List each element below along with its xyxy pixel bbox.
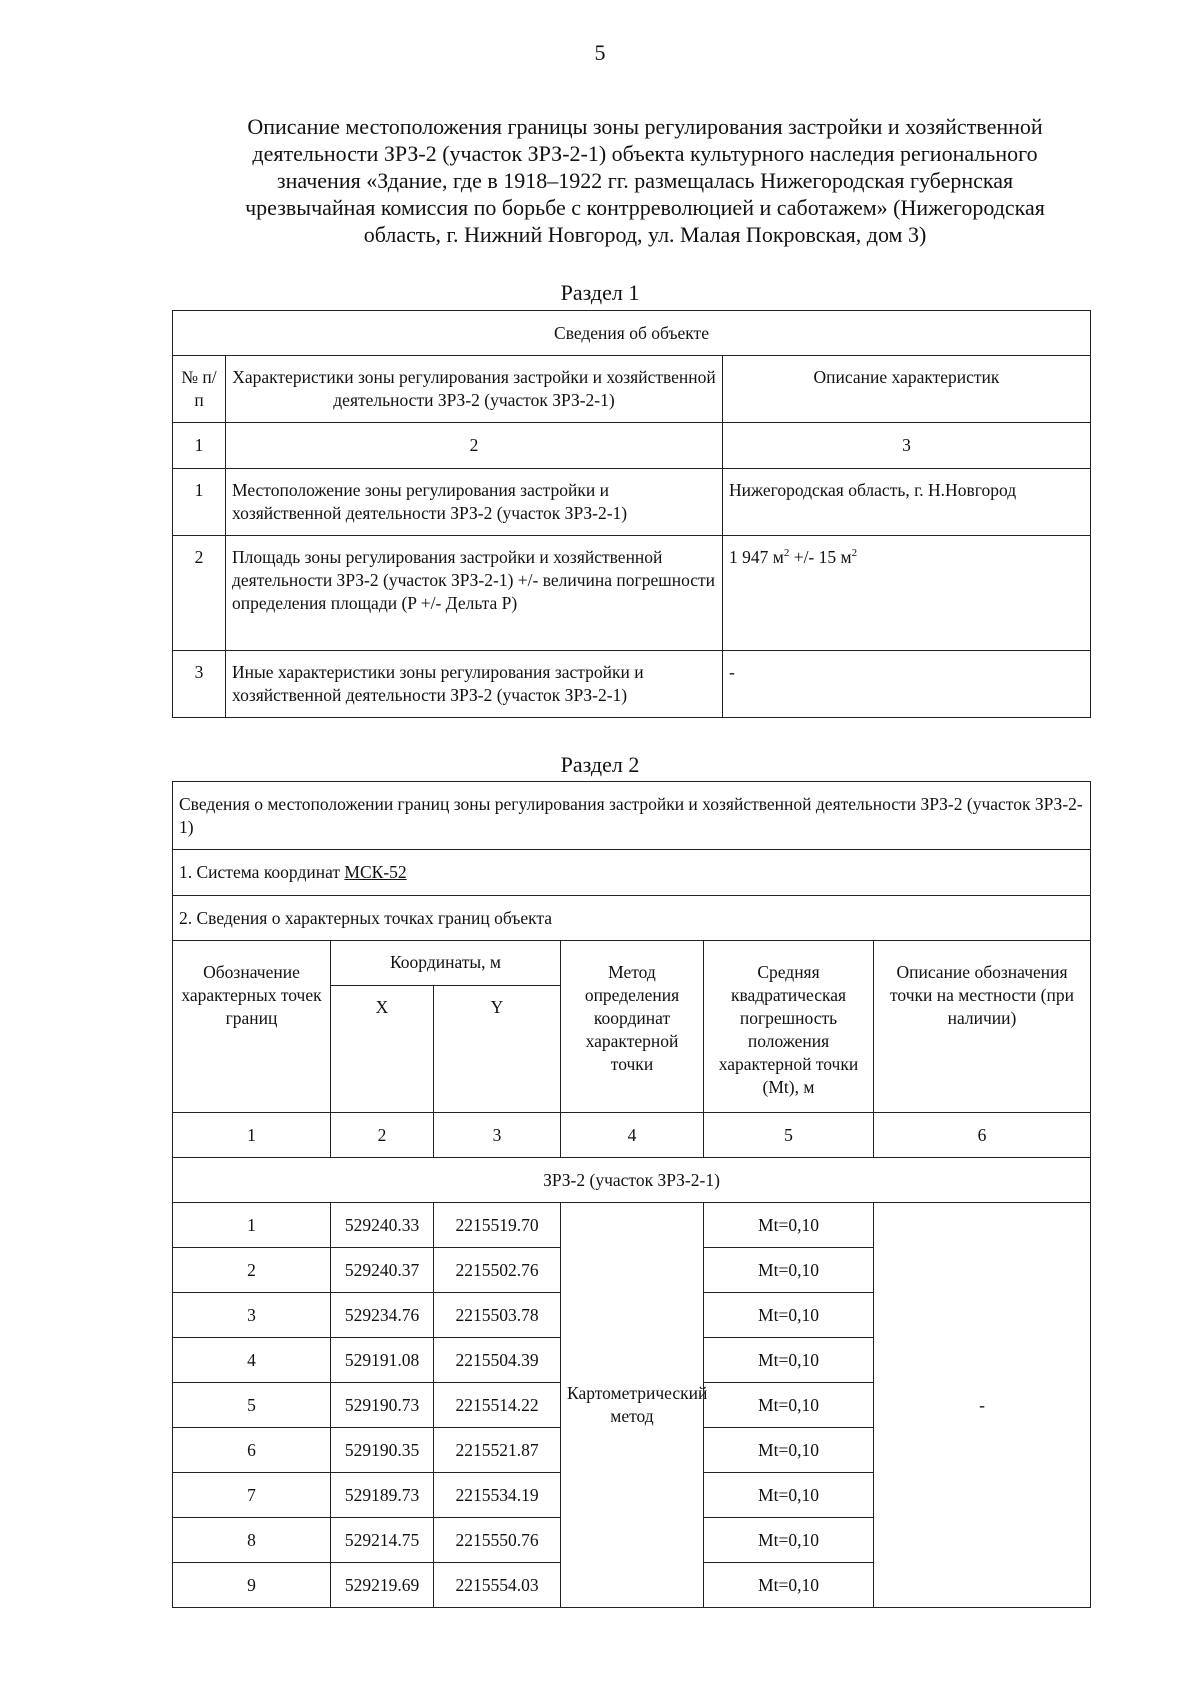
row-name: Местоположение зоны регулирования застройки и хозяйственной деятельности ЗРЗ-2 (участок ЗРЗ-2-1) xyxy=(226,469,723,536)
row-value: - xyxy=(723,651,1091,718)
section2-heading: Раздел 2 xyxy=(560,752,640,777)
header-num: № п/п xyxy=(173,356,226,423)
title-line: Описание местоположения границы зоны регулирования застройки и хозяйственной xyxy=(247,114,1043,139)
coordinate-system-label: 1. Система координат xyxy=(179,862,345,882)
point-y: 2215534.19 xyxy=(434,1473,561,1518)
header-error: Средняя квадратическая погрешность положения характерной точки (Mt), м xyxy=(704,941,874,1113)
point-y: 2215502.76 xyxy=(434,1248,561,1293)
point-x: 529190.35 xyxy=(331,1428,434,1473)
point-x: 529240.37 xyxy=(331,1248,434,1293)
point-mt: Mt=0,10 xyxy=(704,1428,874,1473)
point-mt: Mt=0,10 xyxy=(704,1473,874,1518)
header-characteristics: Характеристики зоны регулирования застройки и хозяйственной деятельности ЗРЗ-2 (участок ЗРЗ-2-1) xyxy=(226,356,723,423)
index-cell: 2 xyxy=(331,1113,434,1158)
point-number: 1 xyxy=(173,1203,331,1248)
index-cell: 1 xyxy=(173,423,226,469)
index-cell: 2 xyxy=(226,423,723,469)
point-y: 2215554.03 xyxy=(434,1563,561,1608)
index-cell: 1 xyxy=(173,1113,331,1158)
header-point-description: Описание обозначения точки на местности (при наличии) xyxy=(874,941,1091,1113)
page-number: 5 xyxy=(594,40,606,65)
header-description: Описание характеристик xyxy=(723,356,1091,423)
section1-heading: Раздел 1 xyxy=(560,280,640,305)
point-mt: Mt=0,10 xyxy=(704,1203,874,1248)
row-num: 1 xyxy=(173,469,226,536)
point-x: 529189.73 xyxy=(331,1473,434,1518)
section1-table-title: Сведения об объекте xyxy=(173,311,1091,356)
point-number: 3 xyxy=(173,1293,331,1338)
index-cell: 5 xyxy=(704,1113,874,1158)
point-mt: Mt=0,10 xyxy=(704,1293,874,1338)
point-x: 529219.69 xyxy=(331,1563,434,1608)
area-tolerance: +/- 15 м xyxy=(789,547,852,567)
point-x: 529234.76 xyxy=(331,1293,434,1338)
coordinate-system xyxy=(173,850,1091,896)
unit-superscript: 2 xyxy=(851,547,858,560)
point-y: 2215504.39 xyxy=(434,1338,561,1383)
points-title: 2. Сведения о характерных точках границ объекта xyxy=(173,896,1091,941)
row-name: Площадь зоны регулирования застройки и хозяйственной деятельности ЗРЗ-2 (участок ЗРЗ-2-1) +/- величина погрешности определения площади (P +/- Дельта P) xyxy=(226,536,723,651)
point-y: 2215503.78 xyxy=(434,1293,561,1338)
point-x: 529240.33 xyxy=(331,1203,434,1248)
index-cell: 3 xyxy=(723,423,1091,469)
row-value xyxy=(723,536,1091,651)
header-coordinates: Координаты, м xyxy=(331,941,561,986)
row-num: 2 xyxy=(173,536,226,651)
point-x: 529214.75 xyxy=(331,1518,434,1563)
point-number: 5 xyxy=(173,1383,331,1428)
point-mt: Mt=0,10 xyxy=(704,1248,874,1293)
point-number: 6 xyxy=(173,1428,331,1473)
index-cell: 3 xyxy=(434,1113,561,1158)
coordinate-system-value: МСК-52 xyxy=(344,862,407,882)
title-line: деятельности ЗРЗ-2 (участок ЗРЗ-2-1) объекта культурного наследия регионального xyxy=(252,141,1038,166)
point-y: 2215521.87 xyxy=(434,1428,561,1473)
point-mt: Mt=0,10 xyxy=(704,1383,874,1428)
header-method: Метод определения координат характерной точки xyxy=(561,941,704,1113)
point-description-cell: - xyxy=(874,1203,1091,1608)
point-y: 2215519.70 xyxy=(434,1203,561,1248)
index-cell: 4 xyxy=(561,1113,704,1158)
title-line: область, г. Нижний Новгород, ул. Малая Покровская, дом 3) xyxy=(363,222,927,247)
document-title xyxy=(195,113,1095,248)
table-row xyxy=(173,469,1091,536)
area-value: 1 947 м xyxy=(729,547,784,567)
point-mt: Mt=0,10 xyxy=(704,1563,874,1608)
unit-superscript: 2 xyxy=(783,547,790,560)
point-x: 529190.73 xyxy=(331,1383,434,1428)
point-y: 2215514.22 xyxy=(434,1383,561,1428)
row-value: Нижегородская область, г. Н.Новгород xyxy=(723,469,1091,536)
table-row xyxy=(173,651,1091,718)
point-number: 8 xyxy=(173,1518,331,1563)
zone-label: ЗРЗ-2 (участок ЗРЗ-2-1) xyxy=(173,1158,1091,1203)
method-cell: Картометрический метод xyxy=(561,1203,704,1608)
point-y: 2215550.76 xyxy=(434,1518,561,1563)
point-number: 7 xyxy=(173,1473,331,1518)
title-line: чрезвычайная комиссия по борьбе с контрреволюцией и саботажем» (Нижегородская xyxy=(245,195,1045,220)
point-number: 9 xyxy=(173,1563,331,1608)
row-num: 3 xyxy=(173,651,226,718)
point-mt: Mt=0,10 xyxy=(704,1338,874,1383)
table-row xyxy=(173,1203,1091,1248)
header-y: Y xyxy=(434,986,561,1113)
point-mt: Mt=0,10 xyxy=(704,1518,874,1563)
point-number: 2 xyxy=(173,1248,331,1293)
section2-table xyxy=(172,781,1091,1608)
title-line: значения «Здание, где в 1918–1922 гг. размещалась Нижегородская губернская xyxy=(276,168,1014,193)
header-designation: Обозначение характерных точек границ xyxy=(173,941,331,1113)
section2-table-title: Сведения о местоположении границ зоны регулирования застройки и хозяйственной деятельности ЗРЗ-2 (участок ЗРЗ-2-1) xyxy=(173,782,1091,850)
section1-table xyxy=(172,310,1091,718)
point-x: 529191.08 xyxy=(331,1338,434,1383)
table-row xyxy=(173,536,1091,651)
index-cell: 6 xyxy=(874,1113,1091,1158)
point-number: 4 xyxy=(173,1338,331,1383)
header-x: X xyxy=(331,986,434,1113)
row-name: Иные характеристики зоны регулирования застройки и хозяйственной деятельности ЗРЗ-2 (участок ЗРЗ-2-1) xyxy=(226,651,723,718)
